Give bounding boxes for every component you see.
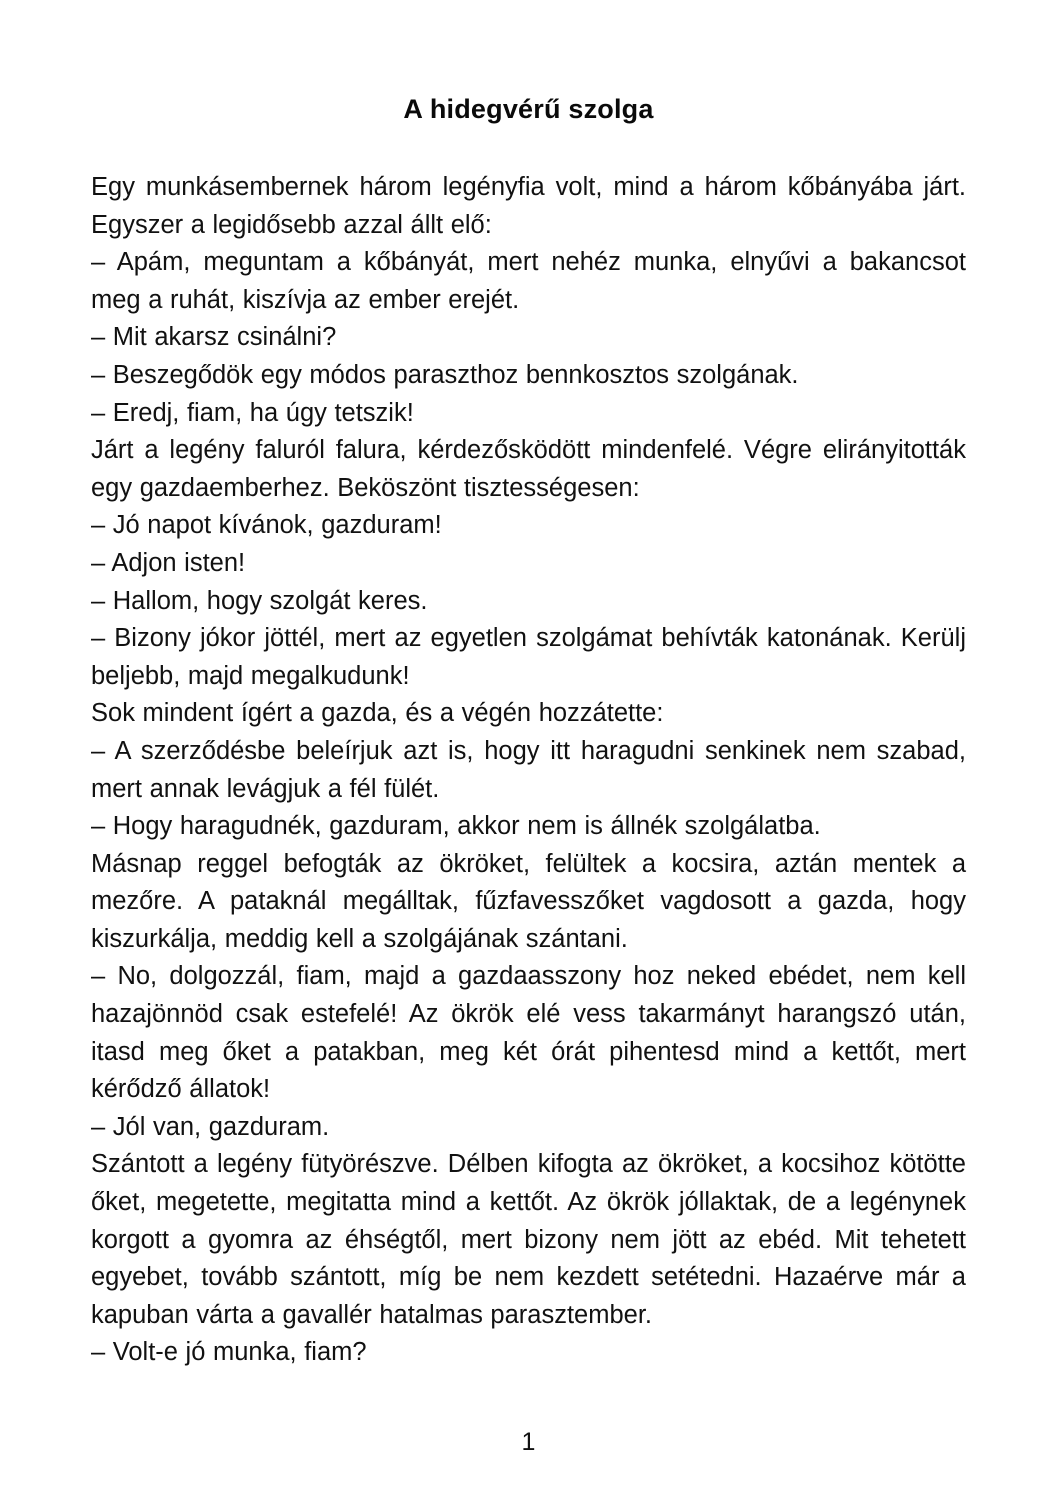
paragraph: Egy munkásembernek három legényfia volt, mind a három kőbányába járt. Egyszer a legidősebb azzal állt elő: — [91, 173, 966, 239]
paragraph: – No, dolgozzál, fiam, majd a gazdaasszony hoz neked ebédet, nem kell hazajönnöd csak estefelé! Az ökrök elé vess takarmányt harangszó után, itasd meg őket a patakban, meg két órát pihentesd mind a kettőt, mert kérődző állatok! — [91, 962, 966, 1104]
paragraph: – Hallom, hogy szolgát keres. — [91, 586, 428, 615]
paragraph: – Apám, meguntam a kőbányát, mert nehéz munka, elnyűvi a bakancsot meg a ruhát, kiszívja az ember erejét. — [91, 248, 966, 314]
paragraph: Szántott a legény fütyörészve. Délben kifogta az ökröket, a kocsihoz kötötte őket, megetette, megitatta mind a kettőt. Az ökrök jóllaktak, de a legénynek korgott a gyomra az éhségtől, mert bizony nem jött az ebéd. Mit tehetett egyebet, tovább szántott, míg be nem kezdett setétedni. Hazaérve már a kapuban várta a gavallér hatalmas parasztember. — [91, 1150, 966, 1329]
paragraph: – Adjon isten! — [91, 548, 246, 577]
paragraph: Sok mindent ígért a gazda, és a végén hozzátette: — [91, 699, 664, 728]
paragraph: Másnap reggel befogták az ökröket, felültek a kocsira, aztán mentek a mezőre. A pataknál megálltak, fűzfavesszőket vagdosott a gazda, hogy kiszurkálja, meddig kell a szolgájának szántani. — [91, 849, 966, 953]
paragraph: – A szerződésbe beleírjuk azt is, hogy itt haragudni senkinek nem szabad, mert annak levágjuk a fél fülét. — [91, 736, 966, 803]
paragraph: – Eredj, fiam, ha úgy tetszik! — [91, 398, 414, 427]
paragraph: – Hogy haragudnék, gazduram, akkor nem is állnék szolgálatba. — [91, 812, 821, 841]
paragraph: – Mit akarsz csinálni? — [91, 323, 337, 352]
paragraph: – Beszegődök egy módos paraszthoz bennkosztos szolgának. — [91, 360, 799, 389]
paragraph: – Bizony jókor jöttél, mert az egyetlen szolgámat behívták katonának. Kerülj beljebb, majd megalkudunk! — [91, 624, 966, 690]
paragraph: – Volt-e jó munka, fiam? — [91, 1338, 367, 1367]
page-number: 1 — [521, 1428, 536, 1456]
page-title: A hidegvérű szolga — [403, 94, 654, 124]
paragraph: – Jól van, gazduram. — [91, 1112, 330, 1141]
paragraph: Járt a legény faluról falura, kérdezősködött mindenfelé. Végre elirányitották egy gazdaemberhez. Beköszönt tisztességesen: — [91, 436, 966, 502]
document-body — [91, 169, 966, 1372]
paragraph: – Jó napot kívánok, gazduram! — [91, 511, 442, 540]
